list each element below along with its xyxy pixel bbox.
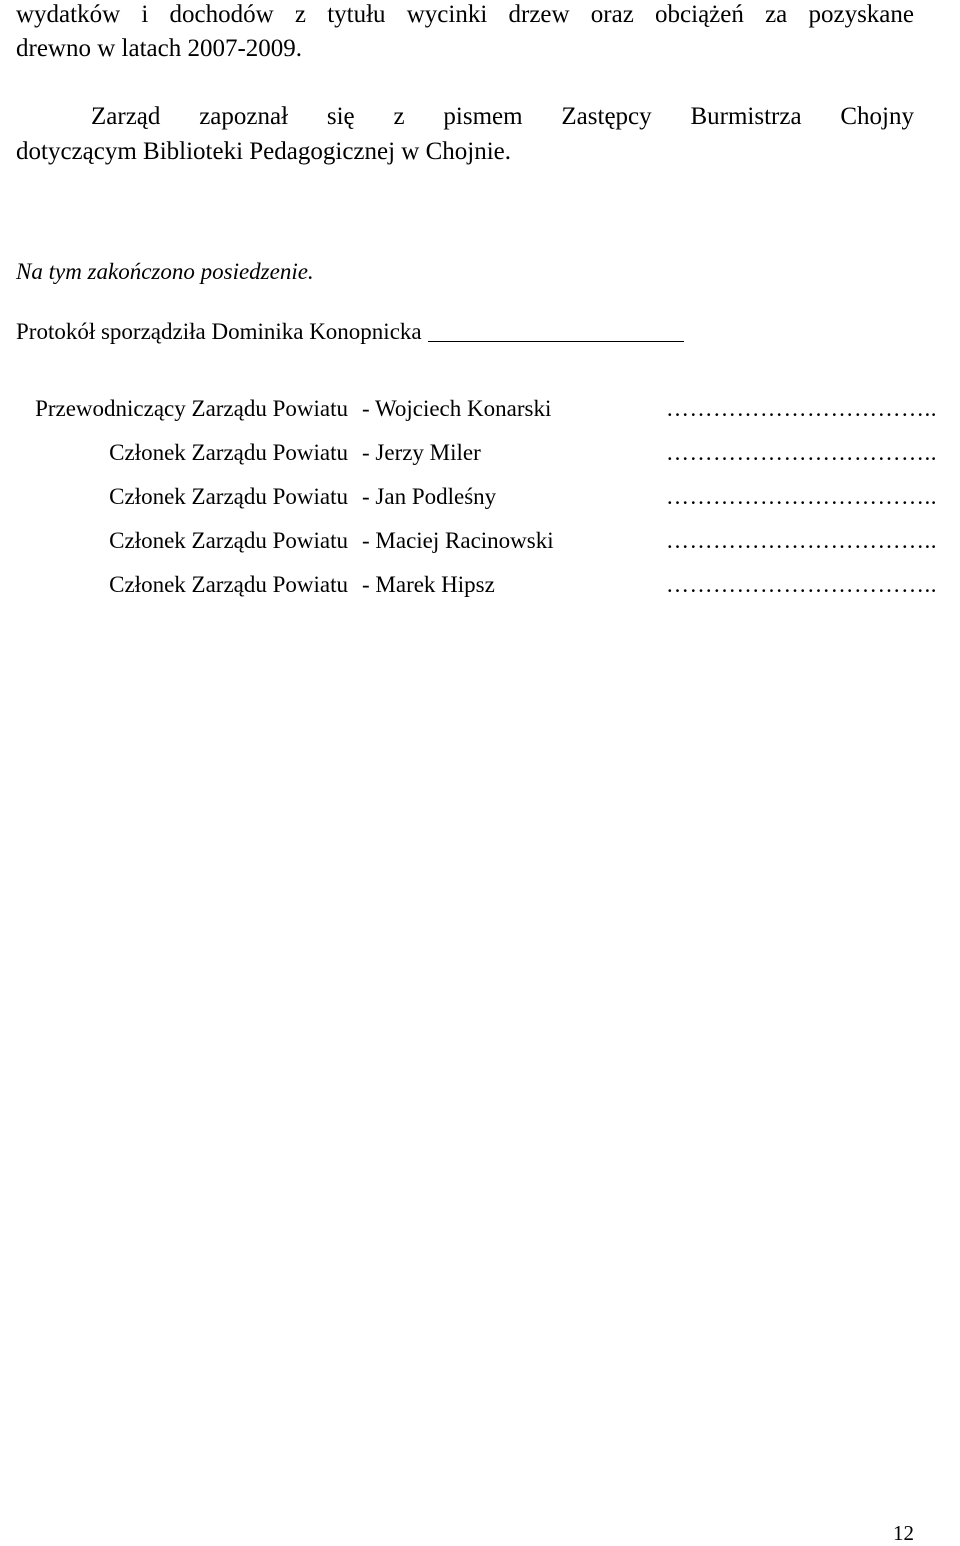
signature-role: Członek Zarządu Powiatu [109,528,348,553]
signature-role: Członek Zarządu Powiatu [109,572,348,597]
paragraph-2-line-1: Zarząd zapoznał się z pismem Zastępcy Burmistrza Chojny [91,103,914,130]
signature-name: - Jerzy Miler [362,440,481,465]
page-number: 12 [893,1521,914,1545]
signature-name: - Wojciech Konarski [362,396,552,421]
signature-row [0,528,960,572]
signature-dots: …………………………….. [666,572,937,597]
signature-underline [428,340,684,342]
paragraph-1-line-1: wydatków i dochodów z tytułu wycinki drzew oraz obciążeń za pozyskane [16,1,914,28]
signature-dots: …………………………….. [666,484,937,509]
paragraph-1-line-2: drewno w latach 2007-2009. [16,35,303,62]
signature-role: Członek Zarządu Powiatu [109,440,348,465]
signature-dots: …………………………….. [666,528,937,553]
protocol-note [16,320,684,343]
paragraph-2-line-2: dotyczącym Biblioteki Pedagogicznej w Chojnie. [16,138,512,165]
signature-row [0,572,960,616]
signature-table [0,396,960,616]
signature-name: - Maciej Racinowski [362,528,554,553]
signature-row [0,396,960,440]
closing-statement: Na tym zakończono posiedzenie. [16,259,314,284]
signature-dots: …………………………….. [666,440,937,465]
protocol-note-text: Protokół sporządziła Dominika Konopnicka [16,319,422,344]
signature-row [0,484,960,528]
signature-role: Przewodniczący Zarządu Powiatu [35,396,348,421]
signature-dots: …………………………….. [666,396,937,421]
signature-role: Członek Zarządu Powiatu [109,484,348,509]
signature-name: - Marek Hipsz [362,572,495,597]
signature-row [0,440,960,484]
signature-name: - Jan Podleśny [362,484,497,509]
